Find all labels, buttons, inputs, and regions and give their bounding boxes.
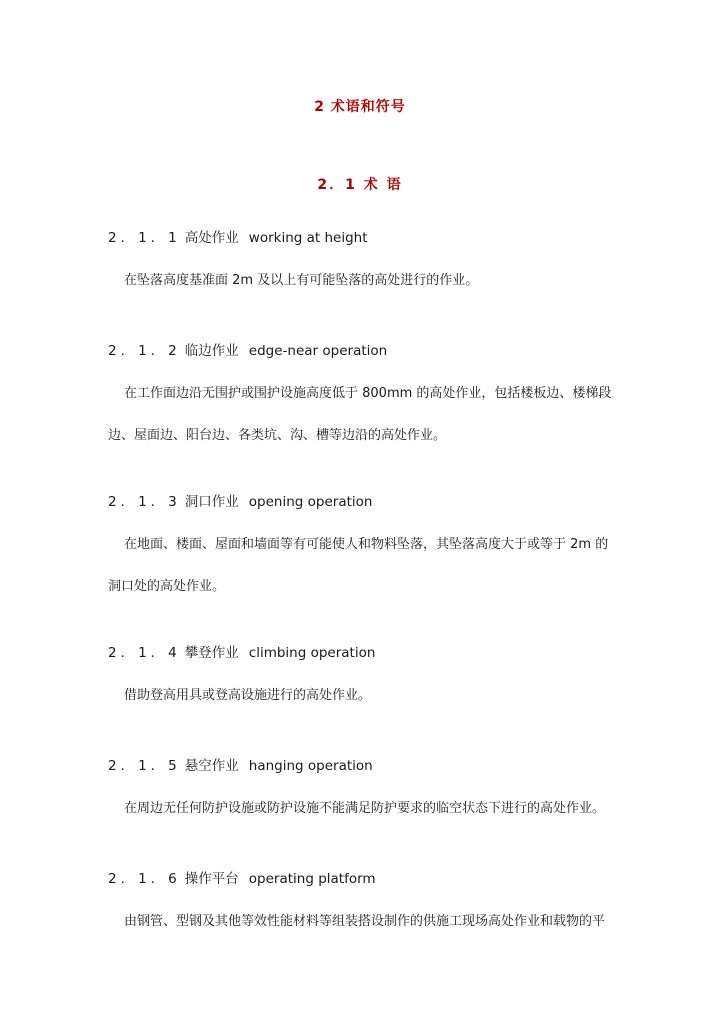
term-english: opening operation [248, 494, 373, 510]
term-2-1-2 [108, 341, 628, 457]
term-number: 2．1．2 [108, 343, 181, 359]
term-number: 2．1．3 [108, 494, 181, 510]
term-english: hanging operation [248, 758, 373, 774]
term-2-1-5 [108, 756, 628, 830]
term-2-1-3 [108, 492, 628, 608]
term-heading [108, 228, 628, 248]
section-title: 2．1 术 语 [317, 177, 403, 193]
term-english: operating platform [248, 871, 376, 887]
term-heading [108, 492, 628, 512]
chapter-title: 2 术语和符号 [314, 99, 406, 115]
term-heading [108, 756, 628, 776]
term-english: edge-near operation [248, 343, 388, 359]
term-number: 2．1．6 [108, 871, 181, 887]
term-chinese: 操作平台 [184, 871, 239, 887]
term-definition: 在工作面边沿无围护或围护设施高度低于 800mm 的高处作业，包括楼板边、楼梯段边、屋面边、阳台边、各类坑、沟、槽等边沿的高处作业。 [108, 386, 612, 443]
term-english: working at height [248, 230, 368, 246]
term-definition: 借助登高用具或登高设施进行的高处作业。 [124, 688, 372, 703]
term-2-1-4 [108, 643, 628, 717]
term-number: 2．1．5 [108, 758, 181, 774]
term-chinese: 临边作业 [184, 343, 239, 359]
term-2-1-6 [108, 869, 628, 943]
term-chinese: 高处作业 [184, 230, 239, 246]
term-heading [108, 869, 628, 889]
term-english: climbing operation [248, 645, 376, 661]
term-chinese: 洞口作业 [184, 494, 239, 510]
term-number: 2．1．4 [108, 645, 181, 661]
term-heading [108, 341, 628, 361]
term-number: 2．1．1 [108, 230, 181, 246]
term-heading [108, 643, 628, 663]
term-chinese: 悬空作业 [184, 758, 239, 774]
term-definition: 在地面、楼面、屋面和墙面等有可能使人和物料坠落，其坠落高度大于或等于 2m 的洞口处的高处作业。 [108, 537, 609, 594]
term-definition: 由钢管、型钢及其他等效性能材料等组装搭设制作的供施工现场高处作业和载物的平 [124, 914, 606, 929]
term-chinese: 攀登作业 [184, 645, 239, 661]
term-definition: 在坠落高度基准面 2m 及以上有可能坠落的高处进行的作业。 [124, 273, 479, 288]
term-definition: 在周边无任何防护设施或防护设施不能满足防护要求的临空状态下进行的高处作业。 [124, 801, 606, 816]
term-2-1-1 [108, 228, 628, 302]
